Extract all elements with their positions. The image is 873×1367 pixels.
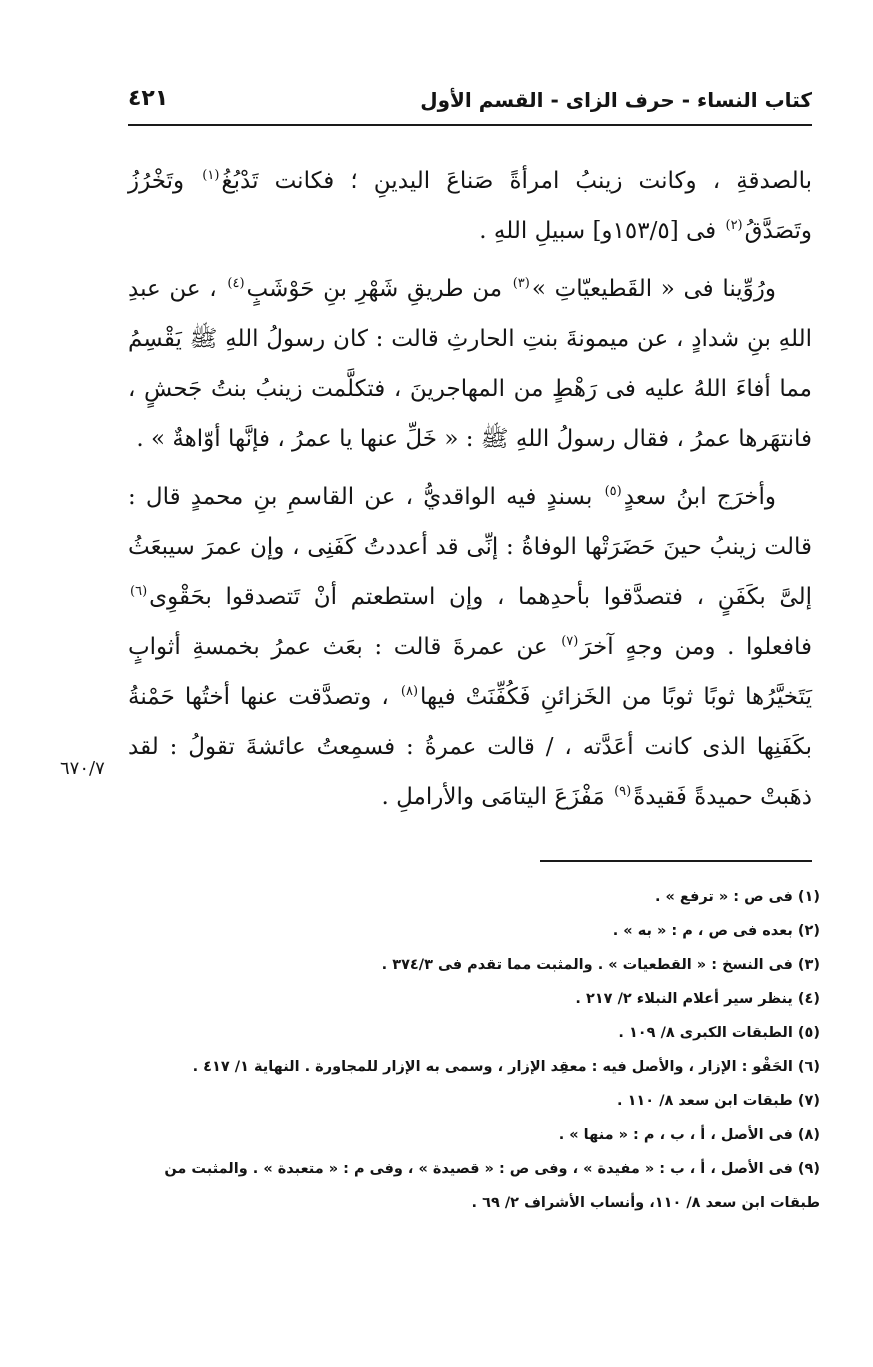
paragraph-3 [128, 472, 812, 822]
footnote-ref-4: (٤) [227, 276, 245, 292]
footnote-3: (٣) فى النسخ : « القطعيات » . والمثبت مما تقدم فى ٣٧٤/٣ . [381, 957, 820, 973]
text-run: بالصدقةِ ، وكانت زينبُ امرأةً صَناعَ اليدينِ ؛ فكانت تَدْبُغُ [221, 168, 812, 194]
footnote-2: (٢) بعده فى ص ، م : « به » . [612, 923, 820, 939]
footnote-8: (٨) فى الأصل ، أ ، ب ، م : « منها » . [558, 1127, 820, 1143]
main-text [128, 156, 812, 830]
text-run: فى [١٥٣/٥و] سبيلِ اللهِ . [479, 218, 724, 244]
text-run: بسندٍ فيه الواقديُّ ، عن القاسمِ بنِ محمدٍ قال : قالت زينبُ حينَ حَضَرَتْها الوفاةُ : إنِّى قد أعددتُ كَفَنِى ، وإن عمرَ سيبعَثُ إلىَّ بكَفَنٍ ، فتصدَّقوا بأحدِهما ، وإن استطعتم أنْ تَتصدقوا بحَقْوِى [128, 484, 812, 610]
margin-note: ٦٧٠/٧ [60, 758, 105, 779]
footnote-7: (٧) طبقات ابن سعد ٨/ ١١٠ . [617, 1093, 820, 1109]
footnote-ref-3: (٣) [512, 276, 530, 292]
text-run: فافعلوا . ومن وجهٍ آخرَ [580, 634, 812, 660]
text-run: ورُوِّينا فى « القَطيعيّاتِ » [531, 276, 776, 302]
text-run: وتَخْرُزُ وتَصَدَّقُ [128, 168, 812, 244]
footnote-ref-1: (١) [202, 168, 220, 184]
footnote-ref-8: (٨) [400, 684, 419, 700]
footnote-ref-6: (٦) [130, 584, 148, 600]
text-run: ، وتصدَّقت عنها أختُها حَمْنةُ بكَفَنِها الذى كانت أعَدَّته ، / قالت عمرةُ : فسمِعتُ عائشةَ تقولُ : لقد ذهَبتْ حميدةً فَقيدةً [128, 684, 812, 810]
footnote-ref-9: (٩) [614, 784, 632, 800]
paragraph-2 [128, 264, 812, 464]
footnote-4: (٤) ينظر سير أعلام النبلاء ٢/ ٢١٧ . [575, 991, 820, 1007]
footnote-ref-5: (٥) [604, 484, 622, 500]
text-run: من طريقِ شَهْرِ بنِ حَوْشَبٍ [246, 276, 511, 302]
footnote-5: (٥) الطبقات الكبرى ٨/ ١٠٩ . [618, 1025, 820, 1041]
footnote-separator [540, 860, 812, 862]
text-run: عن عمرةَ قالت : بعَث عمرُ بخمسةِ أثوابٍ يَتَخيَّرُها ثوبًا ثوبًا من الخَزائنِ فَكُفِّنَتْ فيها [128, 634, 812, 710]
footnote-ref-2: (٢) [725, 218, 743, 234]
text-run: ، عن عبدِ اللهِ بنِ شدادٍ ، عن ميمونةَ بنتِ الحارثِ قالت : كان رسولُ اللهِ ﷺ يَقْسِمُ مما أفاءَ اللهُ عليه فى رَهْطٍ من المهاجرينَ ، فتكلَّمت زينبُ بنتُ جَحشٍ ، فانتهَرها عمرُ ، فقال رسولُ اللهِ ﷺ : « خَلِّ عنها يا عمرُ ، فإنَّها أوّاهةٌ » . [128, 276, 812, 452]
text-run: مَفْزَعَ اليتامَى والأراملِ . [381, 784, 613, 810]
footnote-6: (٦) الحَقْو : الإزار ، والأصل فيه : معقِد الإزار ، وسمى به الإزار للمجاورة . النهاية ١/ ٤١٧ . [192, 1059, 820, 1075]
footnote-9: (٩) فى الأصل ، أ ، ب : « مفيدة » ، وفى ص : « قصيدة » ، وفى م : « متعبدة » . والمثبت من طبقات ابن سعد ٨/ ١١٠، وأنساب الأشراف ٢/ ٦٩ . [164, 1161, 820, 1211]
running-title: كتاب النساء - حرف الزاى - القسم الأول [420, 88, 812, 112]
paragraph-1 [128, 156, 812, 256]
page-header [128, 84, 812, 126]
page-number: ٤٢١ [128, 86, 169, 111]
text-run: وأخرَج ابنُ سعدٍ [623, 484, 776, 510]
footnotes [120, 880, 820, 1220]
footnote-1: (١) فى ص : « ترفع » . [654, 889, 820, 905]
footnote-ref-7: (٧) [561, 634, 579, 650]
